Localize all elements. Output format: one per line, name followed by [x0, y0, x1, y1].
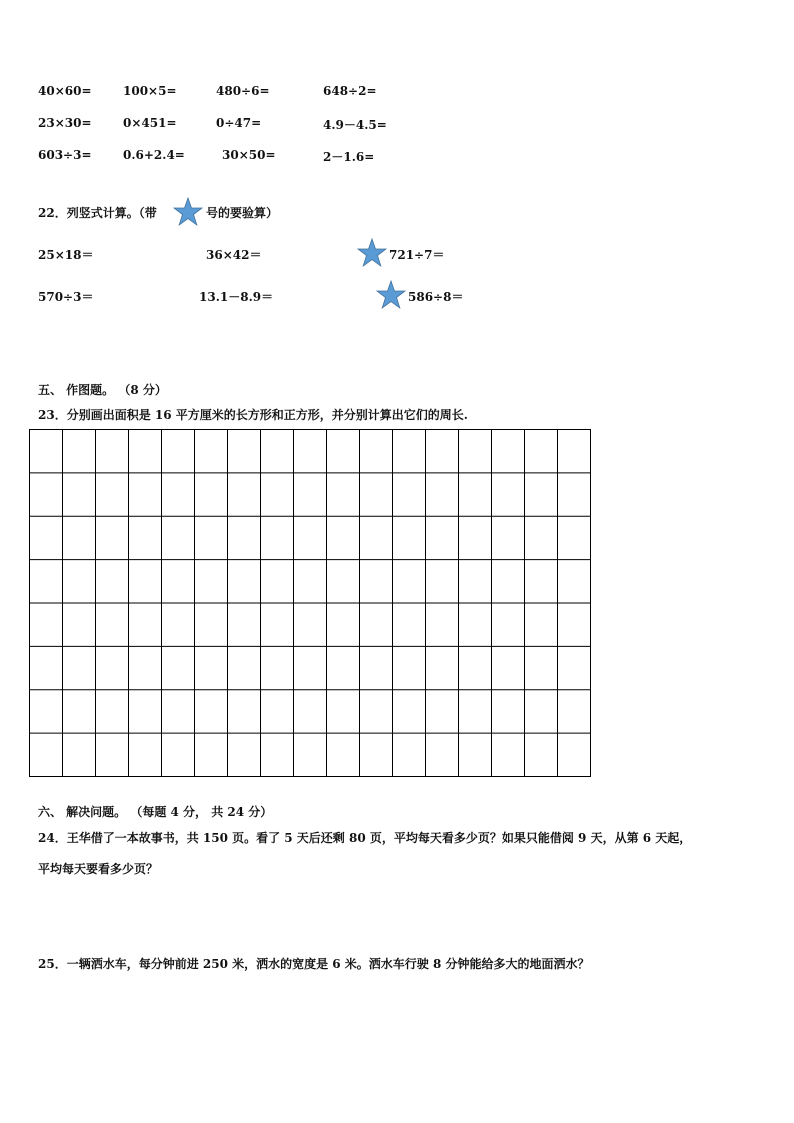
drawing-grid[interactable] [29, 429, 591, 777]
vertical-calc-item: 570÷3＝ [38, 290, 94, 304]
question-22-suffix: 号的要验算） [206, 206, 279, 220]
oral-item: 648÷2= [323, 84, 377, 98]
oral-item: 480÷6= [216, 84, 270, 98]
question-24-line-1: 24．王华借了一本故事书，共 150 页。看了 5 天后还剩 80 页，平均每天看多少页？如果只能借阅 9 天，从第 6 天起， [38, 831, 692, 845]
vertical-calc-item: 586÷8＝ [408, 290, 464, 304]
oral-item: 2－1.6= [323, 150, 375, 164]
oral-item: 100×5= [123, 84, 177, 98]
star-icon [173, 197, 203, 227]
question-23-text: 23．分别画出面积是 16 平方厘米的长方形和正方形，并分别计算出它们的周长. [38, 408, 468, 422]
vertical-calc-item: 36×42＝ [206, 248, 262, 262]
question-25-text: 25．一辆洒水车，每分钟前进 250 米，洒水的宽度是 6 米。洒水车行驶 8 分钟能给多大的地面洒水？ [38, 957, 590, 971]
star-icon [357, 238, 387, 268]
oral-item: 4.9－4.5= [323, 118, 387, 132]
question-24-line-2: 平均每天要看多少页？ [38, 862, 159, 876]
vertical-calc-item: 25×18＝ [38, 248, 94, 262]
vertical-calc-item: 13.1－8.9＝ [199, 290, 274, 304]
oral-item: 23×30= [38, 116, 92, 130]
oral-item: 0÷47= [216, 116, 262, 130]
oral-item: 40×60= [38, 84, 92, 98]
oral-item: 30×50= [222, 148, 276, 162]
question-22-prefix: 22．列竖式计算。（带 [38, 206, 157, 220]
oral-item: 0.6+2.4= [123, 148, 185, 162]
star-icon [376, 280, 406, 310]
oral-item: 603÷3= [38, 148, 92, 162]
section-6-title: 六、 解决问题。 （每题 4 分， 共 24 分） [38, 805, 273, 819]
vertical-calc-item: 721÷7＝ [389, 248, 445, 262]
section-5-title: 五、 作图题。 （8 分） [38, 383, 167, 397]
oral-item: 0×451= [123, 116, 177, 130]
grid-lines [29, 429, 591, 777]
